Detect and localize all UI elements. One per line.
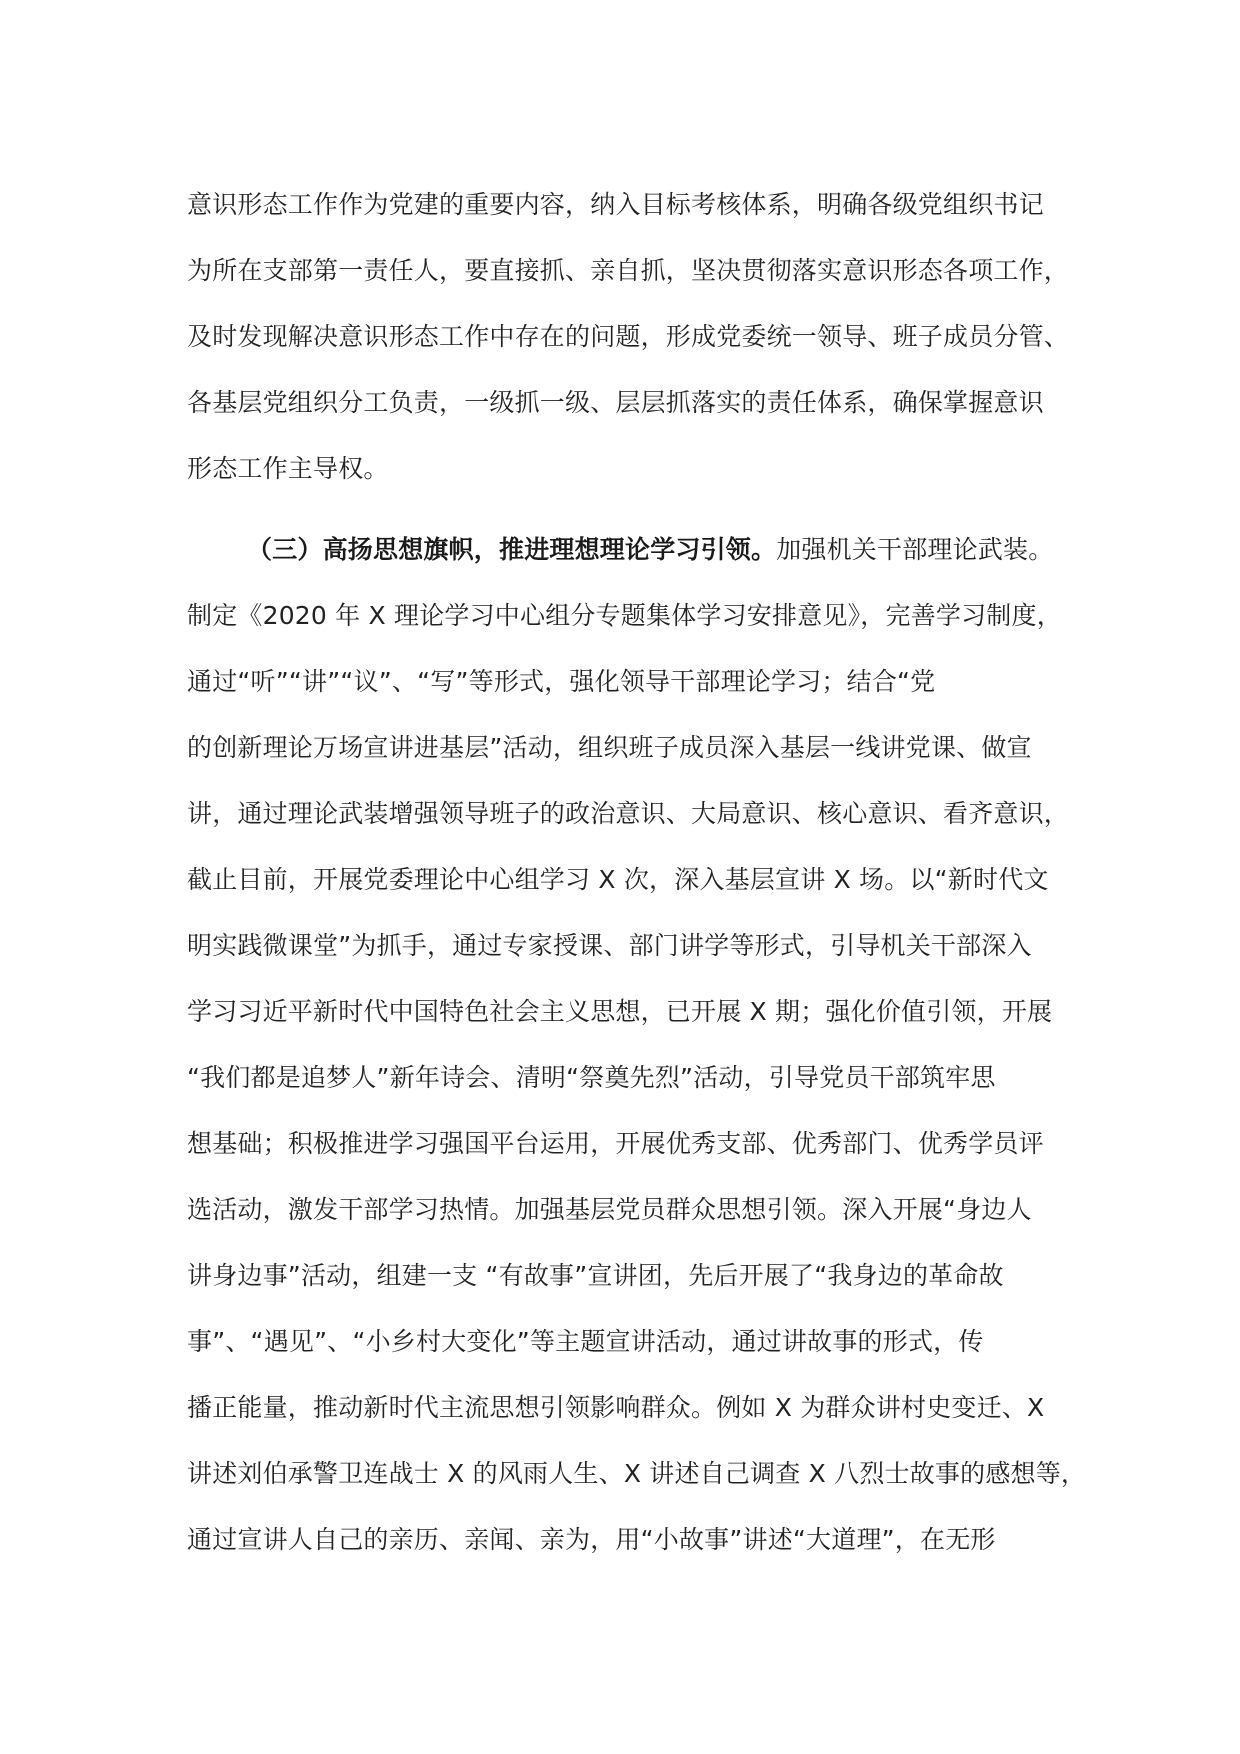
text-line: 为所在支部第一责任人，要直接抓、亲自抓，坚决贯彻落实意识形态各项工作，	[187, 256, 1070, 285]
text-line: 想基础；积极推进学习强国平台运用，开展优秀支部、优秀部门、优秀学员评	[187, 1129, 1044, 1158]
text-line: 讲，通过理论武装增强领导班子的政治意识、大局意识、核心意识、看齐意识，	[187, 799, 1070, 828]
section-heading: （三）高扬思想旗帜，推进理想理论学习引领。	[247, 535, 777, 564]
text-line: “我们都是追梦人”新年诗会、清明“祭奠先烈”活动，引导党员干部筑牢思	[187, 1063, 996, 1092]
text-line: 意识形态工作作为党建的重要内容，纳入目标考核体系，明确各级党组织书记	[187, 190, 1044, 219]
text-line: 选活动，激发干部学习热情。加强基层党员群众思想引领。深入开展“身边人	[187, 1195, 1032, 1224]
paragraph-theory-study	[187, 517, 1087, 1573]
text-line: 通过宣讲人自己的亲历、亲闻、亲为，用“小故事”讲述“大道理”，在无形	[187, 1525, 996, 1554]
text-line: 学习习近平新时代中国特色社会主义思想，已开展 X 期；强化价值引领，开展	[187, 997, 1053, 1026]
paragraph-first-line	[187, 517, 1067, 583]
text-line: 讲述刘伯承警卫连战士 X 的风雨人生、X 讲述自己调查 X 八烈士故事的感想等，	[187, 1459, 1087, 1488]
text-line: 的创新理论万场宣讲进基层”活动，组织班子成员深入基层一线讲党课、做宣	[187, 733, 1032, 762]
text-line: 明实践微课堂”为抓手，通过专家授课、部门讲学等形式，引导机关干部深入	[187, 931, 1032, 960]
text-line: 及时发现解决意识形态工作中存在的问题，形成党委统一领导、班子成员分管、	[187, 322, 1070, 351]
text-line: 形态工作主导权。	[187, 454, 389, 483]
text-line: 通过“听”“讲”“议”、“写”等形式，强化领导干部理论学习；结合“党	[187, 667, 936, 696]
first-line-text: 加强机关干部理论武装。	[776, 535, 1054, 564]
text-line: 各基层党组织分工负责，一级抓一级、层层抓落实的责任体系，确保掌握意识	[187, 388, 1044, 417]
paragraph-ideology-responsibility	[187, 172, 1070, 502]
text-line: 讲身边事”活动，组建一支 “有故事”宣讲团，先后开展了“我身边的革命故	[187, 1261, 1004, 1290]
text-line: 事”、“遇见”、“小乡村大变化”等主题宣讲活动，通过讲故事的形式，传	[187, 1327, 984, 1356]
text-line: 截止目前，开展党委理论中心组学习 X 次，深入基层宣讲 X 场。以“新时代文	[187, 865, 1049, 894]
text-line: 制定《2020 年 X 理论学习中心组分专题集体学习安排意见》，完善学习制度，	[187, 601, 1062, 630]
text-line: 播正能量，推动新时代主流思想引领影响群众。例如 X 为群众讲村史变迁、X	[187, 1393, 1045, 1422]
